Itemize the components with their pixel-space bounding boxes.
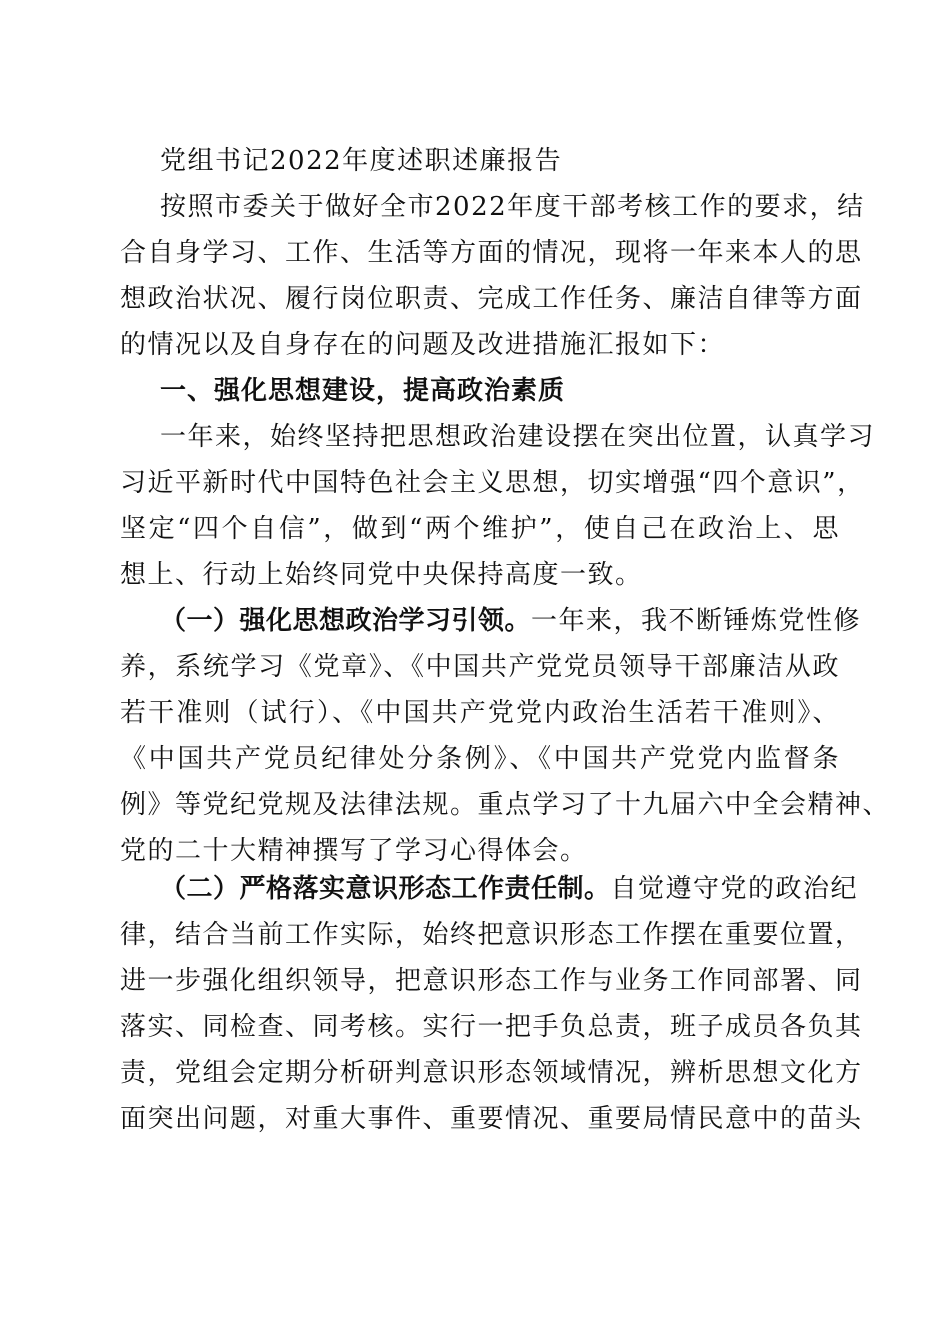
section-heading: 一、强化思想建设，提高政治素质 <box>160 376 566 406</box>
paragraph-line: 《中国共产党员纪律处分条例》、《中国共产党党内监督条 <box>120 744 840 774</box>
paragraph-line <box>160 871 859 907</box>
paragraph-line: 一年来，始终坚持把思想政治建设摆在突出位置，认真学习 <box>160 422 876 452</box>
paragraph-line: 例》等党纪党规及法律法规。重点学习了十九届六中全会精神、 <box>120 790 891 820</box>
paragraph-line: 想上、行动上始终同党中央保持高度一致。 <box>120 560 643 590</box>
paragraph-line: 坚定“四个自信”，做到“两个维护”，使自己在政治上、思 <box>120 514 840 544</box>
paragraph-line <box>160 603 862 639</box>
paragraph-line: 想政治状况、履行岗位职责、完成工作任务、廉洁自律等方面 <box>120 284 863 314</box>
paragraph-line: 养，系统学习《党章》、《中国共产党党员领导干部廉洁从政 <box>120 652 840 682</box>
paragraph-text: 一年来，我不断锤炼党性修 <box>531 606 862 636</box>
paragraph-line: 责，党组会定期分析研判意识形态领域情况，辨析思想文化方 <box>120 1058 863 1088</box>
paragraph-line: 按照市委关于做好全市2022年度干部考核工作的要求，结 <box>160 192 865 222</box>
paragraph-text: 自觉遵守党的政治纪 <box>610 874 859 904</box>
paragraph-line: 落实、同检查、同考核。实行一把手负总责，班子成员各负其 <box>120 1012 863 1042</box>
document-title: 党组书记2022年度述职述廉报告 <box>160 146 563 176</box>
paragraph-line: 律，结合当前工作实际，始终把意识形态工作摆在重要位置， <box>120 920 863 950</box>
paragraph-line: 若干准则（试行）、《中国共产党党内政治生活若干准则》、 <box>120 698 840 728</box>
subsection-lead: （一）强化思想政治学习引领。 <box>160 606 532 636</box>
paragraph-line: 进一步强化组织领导，把意识形态工作与业务工作同部署、同 <box>120 966 863 996</box>
paragraph-line: 的情况以及自身存在的问题及改进措施汇报如下： <box>120 330 726 360</box>
paragraph-line: 习近平新时代中国特色社会主义思想，切实增强“四个意识”， <box>120 468 865 498</box>
paragraph-line: 面突出问题，对重大事件、重要情况、重要局情民意中的苗头 <box>120 1104 863 1134</box>
subsection-lead: （二）严格落实意识形态工作责任制。 <box>160 874 611 904</box>
paragraph-line: 合自身学习、工作、生活等方面的情况，现将一年来本人的思 <box>120 238 863 268</box>
paragraph-line: 党的二十大精神撰写了学习心得体会。 <box>120 836 588 866</box>
